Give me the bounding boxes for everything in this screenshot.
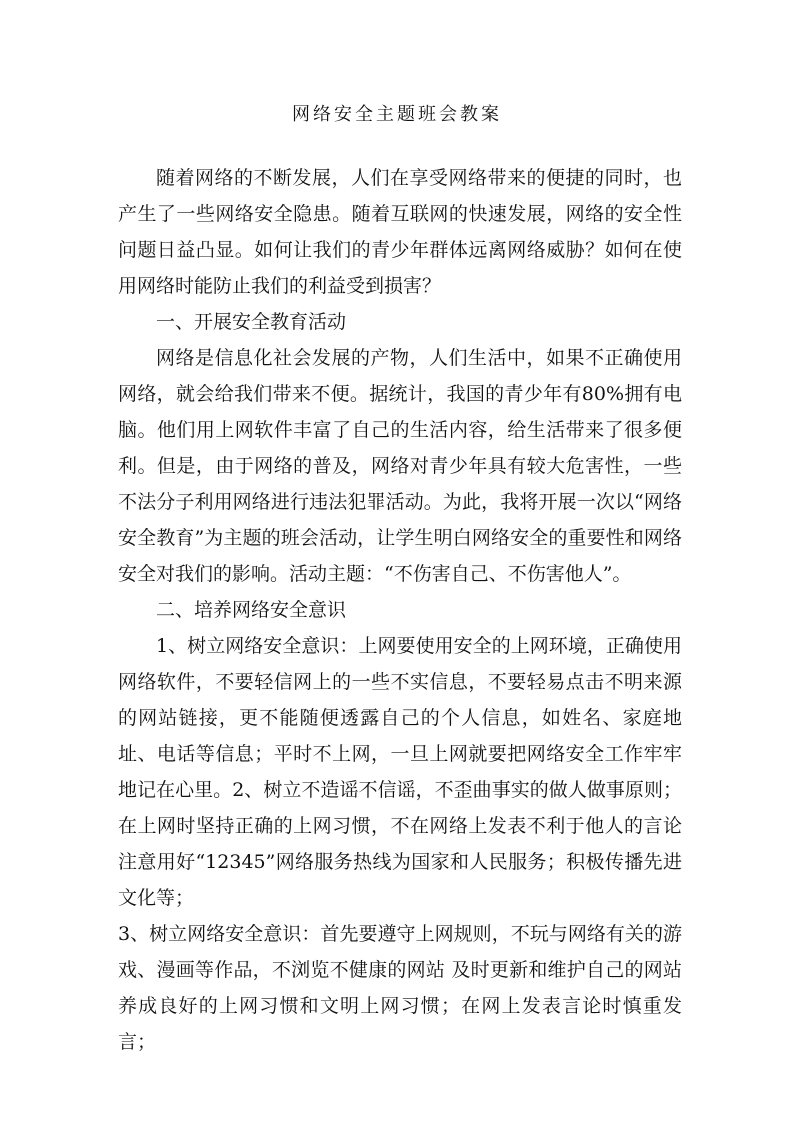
section-heading-1: 一、开展安全教育活动 xyxy=(156,311,347,333)
document-body xyxy=(118,160,682,1060)
document-title: 网络安全主题班会教案 xyxy=(292,104,502,125)
section-heading-2: 二、培养网络安全意识 xyxy=(156,599,347,621)
section-2-paragraph: 1、树立网络安全意识：上网要使用安全的上网环境，正确使用网络软件，不要轻信网上的一些不实信息，不要轻易点击不明来源的网站链接，更不能随便透露自己的个人信息，如姓名、家庭地址、电话等信息；平时不上网，一旦上网就要把网络安全工作牢牢地记在心里。2、树立不造谣不信谣，不歪曲事实的做人做事原则；在上网时坚持正确的上网习惯，不在网络上发表不利于他人的言论 注意用好“12345”网络服务热线为国家和人民服务；积极传播先进文化等； xyxy=(118,635,682,909)
section-1-paragraph: 网络是信息化社会发展的产物，人们生活中，如果不正确使用网络，就会给我们带来不便。据统计，我国的青少年有80%拥有电脑。他们用上网软件丰富了自己的生活内容，给生活带来了很多便利。但是，由于网络的普及，网络对青少年具有较大危害性，一些不法分子利用网络进行违法犯罪活动。为此，我将开展一次以“网络安全教育”为主题的班会活动，让学生明白网络安全的重要性和网络安全对我们的影响。活动主题：“不伤害自己、不伤害他人”。 xyxy=(118,347,682,585)
section-2-item-3: 3、树立网络安全意识：首先要遵守上网规则，不玩与网络有关的游戏、漫画等作品，不浏览不健康的网站 及时更新和维护自己的网站 养成良好的上网习惯和文明上网习惯；在网上发表言论时慎重发言； xyxy=(118,923,682,1053)
intro-paragraph: 随着网络的不断发展，人们在享受网络带来的便捷的同时，也产生了一些网络安全隐患。随着互联网的快速发展，网络的安全性问题日益凸显。如何让我们的青少年群体远离网络威胁？如何在使用网络时能防止我们的利益受到损害？ xyxy=(118,167,682,297)
